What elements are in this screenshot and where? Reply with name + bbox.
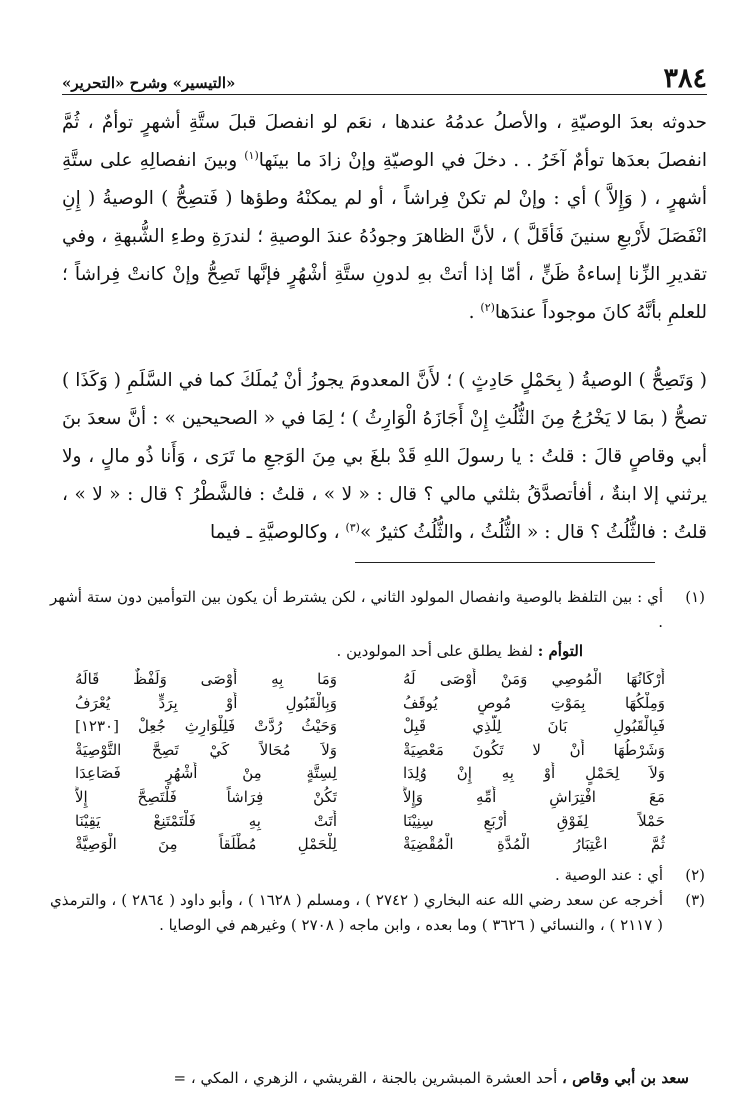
poem-verse <box>75 692 665 716</box>
verse-second-hemistich: لِلْحَمْلِ مُطْلَقاً مِنَ الْوَصِيَّةْ <box>75 835 337 854</box>
poem <box>75 668 665 857</box>
verse-second-hemistich: وَمَا بِهِ أَوْصَى وَلَفْظٌ قَالَهُ <box>75 670 337 688</box>
poem-verse <box>75 786 665 810</box>
verse-first-hemistich: ثُمَّ اعْتِبَارُ الْمُدَّةِ الْمُقْضِيَةْ <box>403 835 665 854</box>
verse-second-hemistich: وَلاَ مُحَالاً كَيْ تَصِحَّ التَّوْصِيَةْ <box>75 740 337 759</box>
main-line-tail: ، وكالوصيَّةِ ـ فيما <box>209 522 346 543</box>
main-text <box>62 104 707 552</box>
verse-first-hemistich: أَرْكَانُهَا الْمُوصِي وَمَنْ أَوْصَى لَهُ <box>403 670 665 688</box>
verse-second-hemistich: أَتَتْ بِهِ فَلْتَمْتَنِعْ يَقِيْنَا <box>75 811 337 830</box>
main-line-tail: وبينَ انفصالِهِ على ستَّةِ <box>62 150 245 171</box>
main-line-tail: . <box>468 302 481 323</box>
verse-second-hemistich: وَبِالْقَبُولِ أَوْ بِرَدٍّ يُعْرَفُ <box>75 693 337 712</box>
biography-note <box>50 1066 689 1091</box>
main-line: انْفَصَلَ لأَرْبعِ سنينَ فَأقَلَّ ) ، لأنَّ الظاهرَ وجودُهُ عندَ الوصيةِ ؛ لندرَةِ وطءِ الشُّبهةِ ، وفي <box>62 226 707 247</box>
footnote-1 <box>50 585 707 635</box>
verse-second-hemistich: تَكُنْ فِرَاشاً فَلْتَصِحَّ إِلاَّ <box>75 787 337 806</box>
main-line: تقديرِ الزِّنا إساءةُ ظَنٍّ ، أمّا إذا أتتْ بهِ لدونِ ستَّةِ أشْهُرٍ فإنَّها تَصِحُّ وإنْ كانتْ فِراشاً ؛ <box>62 264 707 285</box>
main-line: انفصلَ بعدَها توأمٌ آخَرُ . . دخلَ في الوصيّةِ وإنْ زادَ ما بينَها <box>258 150 707 171</box>
main-line: ( وَتَصِحُّ ) الوصيةُ ( بِحَمْلٍ حَادِثٍ ) ؛ لأَنَّ المعدومَ يجوزُ أنْ يُملَكَ كما في السَّلَمِ <box>126 370 707 391</box>
poem-verse <box>75 715 665 739</box>
verse-first-hemistich: حَمْلاً لِفَوْقِ أَرْبَعٍ سِنِيْنَا <box>403 811 665 830</box>
footnote-number: (٣) <box>685 890 705 909</box>
main-line: حدوثه بعدَ الوصيّةِ ، والأصلُ عدمُهُ عندها ، نعَم لو انفصلَ قبلَ ستَّةِ أشهرٍ توأمٌ ، ثُمَّ <box>62 112 707 133</box>
paragraph-2 <box>62 362 707 552</box>
main-line: قال : « لا » ، قلتُ : فالثُّلُثُ ؟ قال : « الثُّلُثُ ، والثُّلُثُ كثيرٌ » <box>62 484 707 543</box>
bio-text: أحد العشرة المبشرين بالجنة ، القريشي ، الزهري ، المكي ، = <box>173 1069 563 1087</box>
term-definition: لفظ يطلق على أحد المولودين . <box>336 642 538 660</box>
verse-first-hemistich: وَشَرْطُهَا أَنْ لا تَكُونَ مَعْصِيَةْ <box>403 740 665 759</box>
footnote-text: أي : بين التلفظ بالوصية وانفصال المولود الثاني ، لكن يشترط أن يكون بين التوأمين دون ستة أشهر . <box>50 588 663 631</box>
term-label: التوأم : <box>537 642 583 660</box>
poem-verse <box>75 810 665 834</box>
main-line: للعلمِ بأنَّهُ كانَ موجوداً عندَها <box>494 302 707 323</box>
footnote-text: أي : عند الوصية . <box>555 865 663 884</box>
main-line: أنَّ سعدَ بنَ أبي وقاصٍ قالَ : قلتُ : يا رسولَ اللهِ قَدْ بلغَ بي مِنَ الوَجعِ ما تَرَى ، وَأَنا <box>62 408 707 467</box>
verse-first-hemistich: مَعَ افْتِرَاشِ أُمِّهِ وَإِلاَّ <box>403 787 665 806</box>
running-title: «التيسير» وشرح «التحرير» <box>62 74 236 92</box>
verse-second-hemistich: لِسِتَّةٍ مِنْ أَشْهُرٍ فَصَاعِدَا <box>75 764 337 783</box>
page-number: ٣٨٤ <box>663 63 707 94</box>
main-line: أشهرٍ ، ( وَإِلاَّ ) أي : وإنْ لم تكنْ فِراشاً ، أو لم يمكنْهُ وطؤها ( فَتصِحُّ ) الوصيةُ ( إِنِ <box>62 188 707 209</box>
main-line: ذُو مالٍ ، ولا يرثني إلا ابنةٌ ، أفأتصدَّقُ بثلثي مالي ؟ قال : « لا » ، قلتُ : فالشَّطْرُ ؟ <box>62 446 707 505</box>
footnote-number: (٢) <box>685 865 705 884</box>
footnotes <box>50 585 707 938</box>
verse-first-hemistich: وَلاَ لِحَمْلٍ أَوْ بِهِ إِنْ وُلِدَا <box>403 764 665 783</box>
poem-verse <box>75 762 665 786</box>
footnote-ref-1[interactable]: (١) <box>244 148 259 162</box>
footnote-ref-2[interactable]: (٢) <box>480 300 495 314</box>
poem-verse <box>75 833 665 857</box>
verse-first-hemistich: وَمِلْكُهَا بِمَوْتِ مُوصٍ يُوقَفُ <box>403 693 665 712</box>
verse-second-hemistich: وَحَيْثُ رُدَّتْ فَلِلْوَارِثِ جُعِلْ [١٢٣٠] <box>75 717 337 736</box>
paragraph-1 <box>62 104 707 332</box>
poem-verse <box>75 668 665 692</box>
footnote-text: أخرجه عن سعد رضي الله عنه البخاري ( ٢٧٤٢ ) ، ومسلم ( ١٦٢٨ ) ، وأبو داود ( ٢٨٦٤ ) ، والترمذي ( ٢١١٧ ) ، والنسائي ( ٣٦٢٦ ) وما بعده ، وابن ماجه ( ٢٧٠٨ ) وغيرهم في الوصايا . <box>50 890 663 934</box>
bio-name: سعد بن أبي وقاص ، <box>562 1069 689 1087</box>
poem-verse <box>75 739 665 763</box>
footnote-2 <box>50 863 707 888</box>
footnote-term <box>50 639 707 664</box>
footnote-3 <box>50 888 707 938</box>
main-line: ( وَكَذَا ) تصحُّ ( بمَا لا يَخْرُجُ مِنَ الثُّلُثِ إِنْ أَجَازَهُ الْوَارِثُ ) ؛ لِمَا في « الصحيحين » : <box>62 370 707 429</box>
header-rule <box>62 94 707 95</box>
verse-first-hemistich: فَبِالْقَبُولِ بَانَ لِلَّذِي قَبِلْ <box>403 717 665 736</box>
footnote-separator <box>355 562 655 563</box>
page-header <box>62 58 707 92</box>
footnote-ref-3[interactable]: (٣) <box>345 520 360 534</box>
footnote-number: (١) <box>685 588 705 606</box>
